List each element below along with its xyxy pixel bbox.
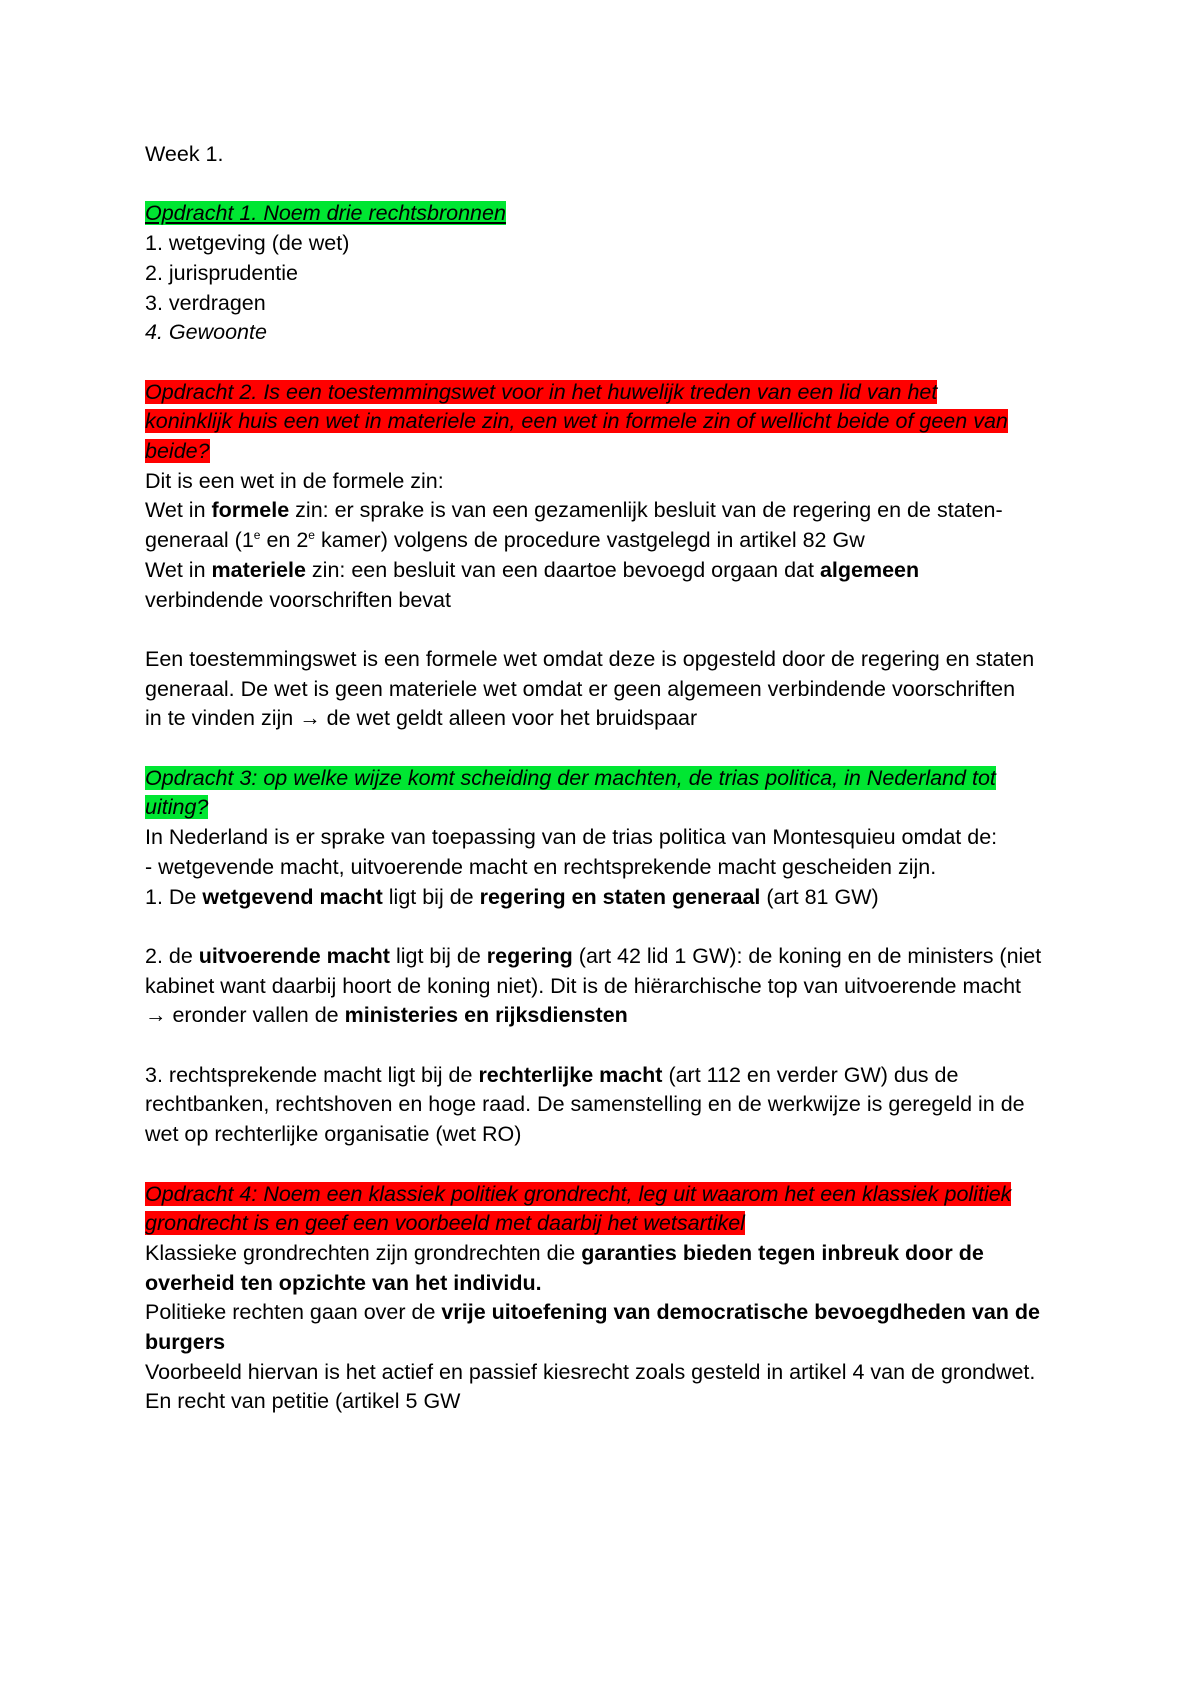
q1-item: 2. jurisprudentie <box>145 260 298 285</box>
q2-heading-line <box>145 407 1075 437</box>
q4-heading: Opdracht 4: Noem een klassiek politiek grondrecht, leg uit waarom het een klassiek politiek <box>145 1181 1012 1206</box>
spacer <box>145 170 1075 200</box>
q4-klassiek-cont: overheid ten opzichte van het individu. <box>145 1270 542 1295</box>
q3-point-1: 1. De wetgevend macht ligt bij de regering en staten generaal (art 81 GW) <box>145 884 879 909</box>
q4-heading-line <box>145 1209 1075 1239</box>
q2-paragraph: generaal. De wet is geen materiele wet omdat er geen algemeen verbindende voorschriften <box>145 676 1016 701</box>
q2-materiele-definition: Wet in materiele zin: een besluit van een daartoe bevoegd orgaan dat algemeen <box>145 557 920 582</box>
arrow-right-icon: → <box>145 1003 167 1028</box>
spacer <box>145 912 1075 942</box>
q3-point-2-cont: kabinet want daarbij hoort de koning niet). Dit is de hiërarchische top van uitvoerende macht <box>145 973 1022 998</box>
q4-politiek-cont: burgers <box>145 1330 226 1355</box>
arrow-right-icon: → <box>299 706 321 731</box>
q3-point-2-cont: → eronder vallen de ministeries en rijksdiensten <box>145 1003 628 1028</box>
q3-point-3: 3. rechtsprekende macht ligt bij de rechterlijke macht (art 112 en verder GW) dus de <box>145 1062 959 1087</box>
spacer <box>145 1150 1075 1180</box>
q2-heading-line <box>145 378 1075 408</box>
q4-voorbeeld: Voorbeeld hiervan is het actief en passief kiesrecht zoals gesteld in artikel 4 van de grondwet. <box>145 1359 1036 1384</box>
q2-heading-line <box>145 437 1075 467</box>
q3-heading-line <box>145 764 1075 794</box>
q1-item: 3. verdragen <box>145 290 266 315</box>
q4-heading-line <box>145 1180 1075 1210</box>
q2-answer: Dit is een wet in de formele zin: <box>145 468 444 493</box>
q4-politiek: Politieke rechten gaan over de vrije uitoefening van democratische bevoegdheden van de <box>145 1300 1040 1325</box>
q2-formele-definition-cont: generaal (1e en 2e kamer) volgens de procedure vastgelegd in artikel 82 Gw <box>145 528 865 553</box>
q4-petitie: En recht van petitie (artikel 5 GW <box>145 1389 461 1414</box>
q3-heading-line <box>145 793 1075 823</box>
q3-point-3-cont: wet op rechterlijke organisatie (wet RO) <box>145 1122 522 1147</box>
q1-item: 1. wetgeving (de wet) <box>145 231 350 256</box>
q1-heading-line <box>145 199 1075 229</box>
q4-klassiek: Klassieke grondrechten zijn grondrechten die garanties bieden tegen inbreuk door de <box>145 1240 984 1265</box>
q3-heading: uiting? <box>145 795 209 820</box>
spacer <box>145 734 1075 764</box>
q3-point-3-cont: rechtbanken, rechtshoven en hoge raad. De samenstelling en de werkwijze is geregeld in de <box>145 1092 1025 1117</box>
q3-intro: In Nederland is er sprake van toepassing van de trias politica van Montesquieu omdat de: <box>145 825 998 850</box>
q2-paragraph: in te vinden zijn → de wet geldt alleen voor het bruidspaar <box>145 706 698 731</box>
q2-heading: beide? <box>145 439 210 463</box>
q4-heading: grondrecht is en geef een voorbeeld met daarbij het wetsartikel <box>145 1211 745 1236</box>
q2-paragraph: Een toestemmingswet is een formele wet omdat deze is opgesteld door de regering en staten <box>145 646 1035 671</box>
q2-formele-definition: Wet in formele zin: er sprake is van een gezamenlijk besluit van de regering en de staten- <box>145 498 1003 523</box>
document-page <box>145 140 1075 1417</box>
q1-heading: Opdracht 1. Noem drie rechtsbronnen <box>145 201 506 226</box>
q3-point-2: 2. de uitvoerende macht ligt bij de regering (art 42 lid 1 GW): de koning en de ministers (niet <box>145 943 1042 968</box>
q2-materiele-definition-cont: verbindende voorschriften bevat <box>145 587 451 612</box>
q2-heading: koninklijk huis een wet in materiele zin, een wet in formele zin of wellicht beide of geen van <box>145 409 1008 434</box>
q2-heading: Opdracht 2. Is een toestemmingswet voor in het huwelijk treden van een lid van het <box>145 379 938 404</box>
page-title: Week 1. <box>145 142 224 166</box>
spacer <box>145 348 1075 378</box>
spacer <box>145 615 1075 645</box>
q3-intro: - wetgevende macht, uitvoerende macht en rechtsprekende macht gescheiden zijn. <box>145 854 937 879</box>
spacer <box>145 1031 1075 1061</box>
q3-heading: Opdracht 3: op welke wijze komt scheiding der machten, de trias politica, in Nederland tot <box>145 765 996 790</box>
q1-item: 4. Gewoonte <box>145 320 267 345</box>
